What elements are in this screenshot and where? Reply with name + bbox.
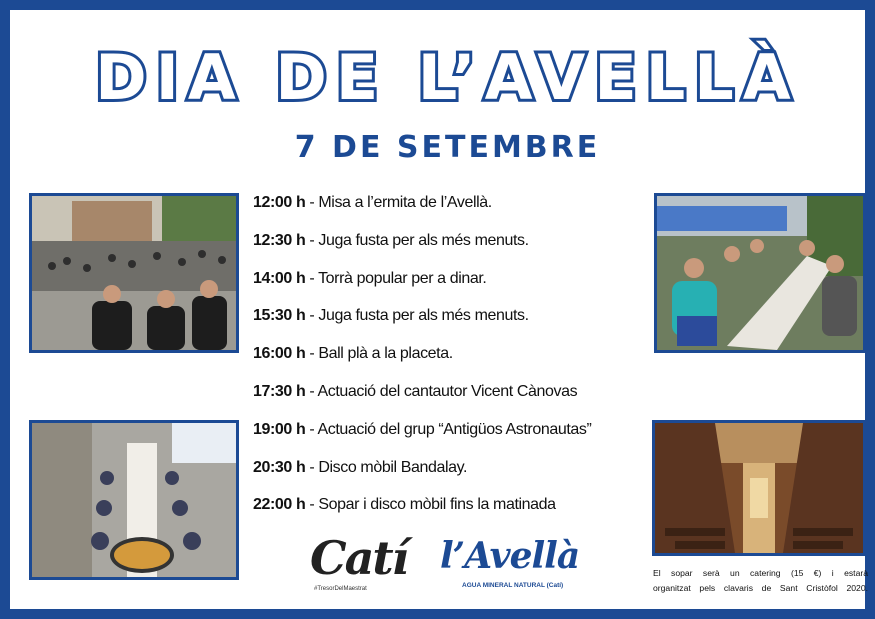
photo-church-interior: [652, 420, 866, 556]
schedule-activity: - Actuació del grup “Antigüos Astronautas”: [305, 420, 592, 438]
avella-logo-word: l’Avellà: [440, 535, 580, 577]
cati-logo-word: Catí: [310, 531, 408, 585]
cati-logo: [310, 530, 408, 600]
schedule-activity: - Ball plà a la placeta.: [305, 345, 453, 363]
photo-musicians-square: [29, 193, 239, 353]
schedule-item: [253, 304, 653, 342]
schedule-time: 17:30 h: [253, 382, 306, 400]
schedule-activity: - Torrà popular per a dinar.: [305, 269, 487, 287]
schedule-time: 19:00 h: [253, 420, 306, 438]
schedule-item: [253, 229, 653, 267]
catering-note: [653, 566, 868, 596]
schedule-time: 20:30 h: [253, 458, 306, 476]
schedule-item: [253, 380, 653, 418]
photo-group-table: [654, 193, 866, 353]
catering-note-line: El sopar serà un catering (15 €) i estarà: [653, 568, 868, 578]
photo-paella-lunch: [29, 420, 239, 580]
schedule-time: 14:00 h: [253, 269, 306, 287]
avella-logo: [440, 534, 580, 598]
schedule-activity: - Juga fusta per als més menuts.: [305, 231, 529, 249]
schedule-activity: - Actuació del cantautor Vicent Cànovas: [305, 382, 578, 400]
catering-note-line: organitzat pels clavaris de Sant Cristòfol 2020.: [653, 583, 868, 593]
schedule-item: [253, 267, 653, 305]
schedule-time: 16:00 h: [253, 345, 306, 363]
schedule-activity: - Misa a l’ermita de l’Avellà.: [305, 194, 492, 211]
schedule-time: 22:00 h: [253, 496, 306, 514]
schedule-time: 12:00 h: [253, 194, 306, 211]
schedule-item: [253, 418, 653, 456]
schedule-item: [253, 342, 653, 380]
schedule-time: 15:30 h: [253, 307, 306, 325]
page-title: DIA DE L’AVELLÀ: [95, 41, 800, 114]
schedule-time: 12:30 h: [253, 231, 306, 249]
schedule-activity: - Sopar i disco mòbil fins la matinada: [305, 496, 556, 514]
schedule-list: [253, 191, 653, 531]
schedule-item: [253, 493, 653, 531]
avella-logo-tag: AGUA MINERAL NATURAL (Catí): [462, 582, 564, 589]
schedule-item: [253, 191, 653, 229]
event-date: 7 DE SETEMBRE: [294, 130, 601, 165]
schedule-activity: - Disco mòbil Bandalay.: [305, 458, 468, 476]
schedule-activity: - Juga fusta per als més menuts.: [305, 307, 529, 325]
cati-logo-tag: #TresorDelMaestrat: [314, 586, 367, 592]
schedule-item: [253, 456, 653, 494]
